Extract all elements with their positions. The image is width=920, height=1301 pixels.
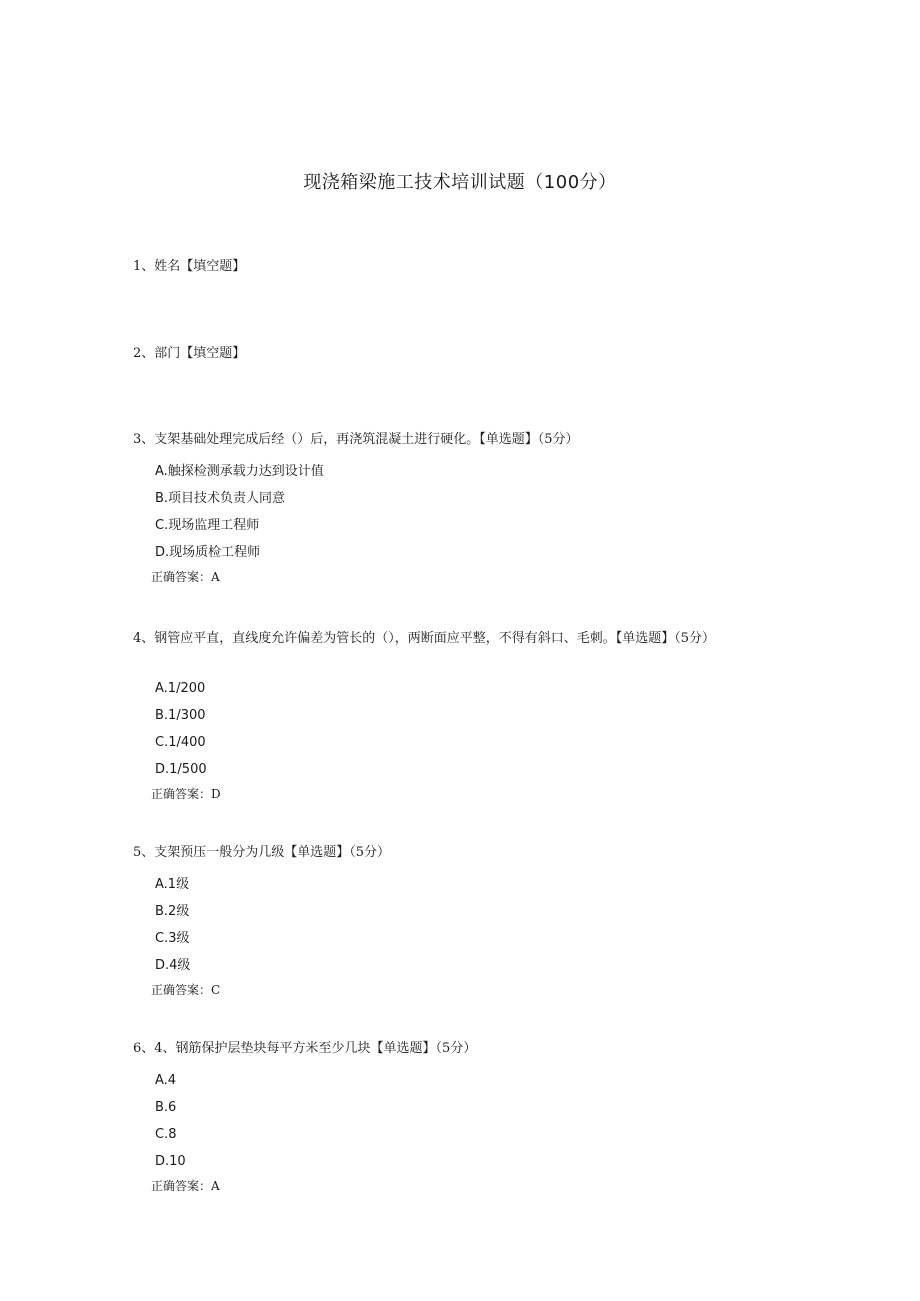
option: C.3级 — [155, 931, 190, 946]
option: D.10 — [155, 1154, 186, 1169]
document-title: 现浇箱梁施工技术培训试题（100分） — [303, 172, 617, 193]
question-4: 4、钢管应平直，直线度允许偏差为管长的（），两断面应平整，不得有斜口、毛刺。【单选题】（5分） — [133, 631, 716, 646]
option: A.1级 — [155, 877, 190, 892]
question-2: 2、部门【填空题】 — [133, 346, 246, 361]
question-1: 1、姓名【填空题】 — [133, 259, 246, 274]
question-6-answer: 正确答案：A — [151, 1179, 220, 1193]
option: A.1/200 — [155, 681, 206, 696]
question-4-answer: 正确答案：D — [151, 787, 221, 801]
option: A.触探检测承载力达到设计值 — [155, 464, 324, 479]
option: D.1/500 — [155, 762, 207, 777]
question-6: 6、4、钢筋保护层垫块每平方米至少几块【单选题】（5分） — [133, 1041, 477, 1056]
question-3-options — [155, 462, 324, 570]
option: B.2级 — [155, 904, 190, 919]
option: C.1/400 — [155, 735, 206, 750]
option: A.4 — [155, 1073, 177, 1088]
question-5: 5、支架预压一般分为几级【单选题】（5分） — [133, 845, 391, 860]
option: D.现场质检工程师 — [155, 545, 261, 560]
question-5-options — [155, 875, 190, 983]
question-3: 3、支架基础处理完成后经（）后，再浇筑混凝土进行硬化。【单选题】（5分） — [133, 432, 579, 447]
option: D.4级 — [155, 958, 191, 973]
question-3-answer: 正确答案：A — [151, 570, 220, 584]
option: B.1/300 — [155, 708, 206, 723]
question-4-options — [155, 679, 207, 787]
option: B.6 — [155, 1100, 177, 1115]
question-5-answer: 正确答案：C — [151, 983, 221, 997]
option: C.现场监理工程师 — [155, 518, 260, 533]
question-6-options — [155, 1071, 186, 1179]
option: C.8 — [155, 1127, 177, 1142]
option: B.项目技术负责人同意 — [155, 491, 286, 506]
